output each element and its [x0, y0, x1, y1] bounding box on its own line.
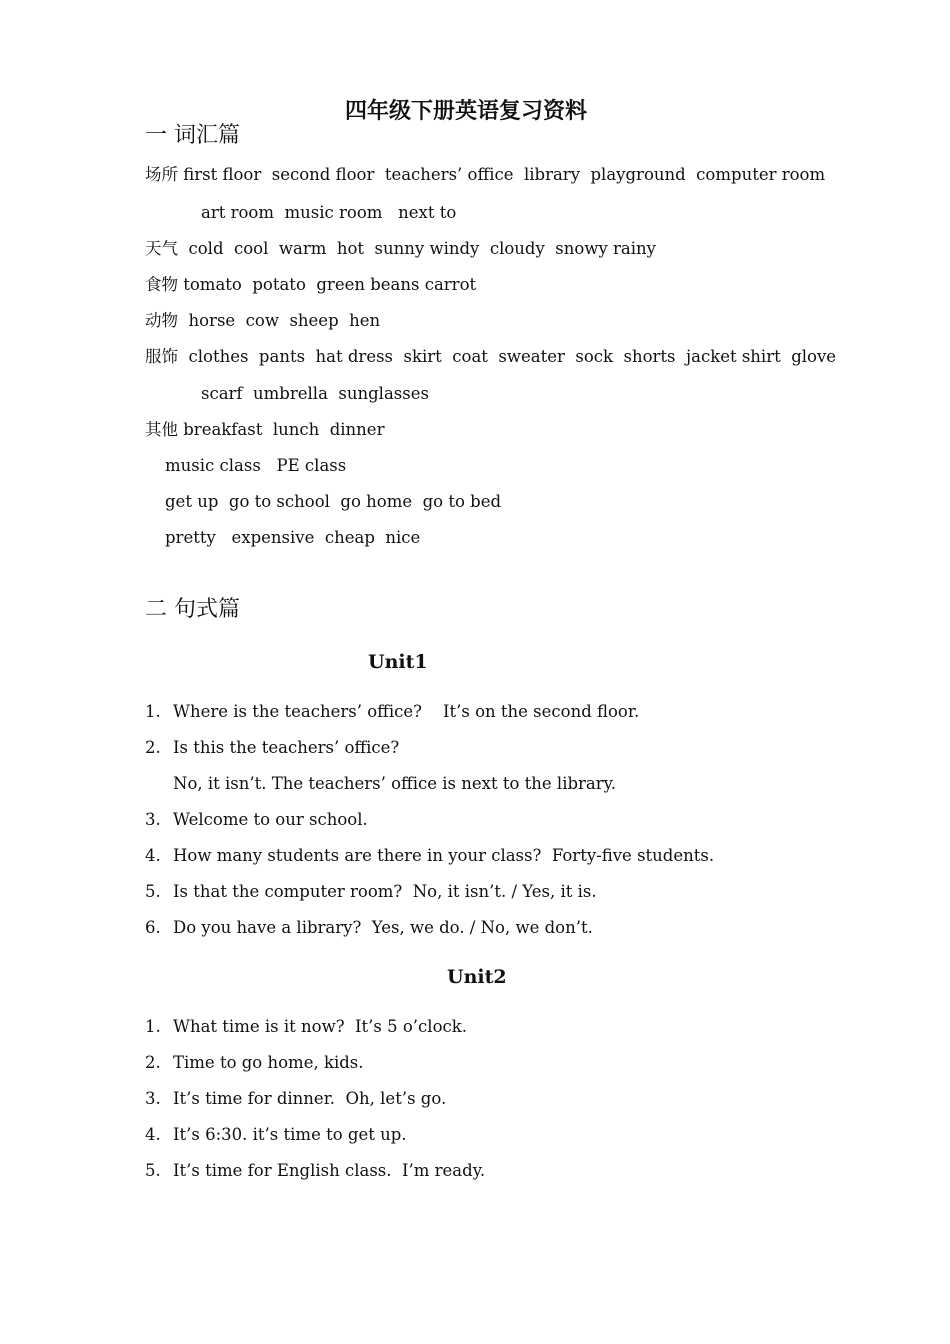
list-item: Time to go home, kids. [173, 1053, 364, 1072]
list-item: Do you have a library? Yes, we do. / No, we don’t. [173, 918, 593, 937]
list-item-number: 3. [145, 810, 161, 829]
vocab-line-food: 食物 tomato potato green beans carrot [145, 275, 477, 294]
vocab-line-animals: 动物 horse cow sheep hen [145, 311, 381, 330]
vocab-line-clothes: 服饰 clothes pants hat dress skirt coat sweater sock shorts jacket shirt glove [145, 347, 837, 366]
unit1-title: Unit1 [368, 651, 428, 673]
vocab-line-clothes-cont: scarf umbrella sunglasses [201, 384, 429, 403]
list-item-number: 4. [145, 1125, 161, 1144]
list-item: What time is it now? It’s 5 o’clock. [173, 1017, 467, 1036]
list-item-number: 5. [145, 1161, 161, 1180]
list-item: It’s time for English class. I’m ready. [173, 1161, 486, 1180]
list-item: Is that the computer room? No, it isn’t. / Yes, it is. [173, 882, 597, 901]
list-item-continuation: No, it isn’t. The teachers’ office is next to the library. [173, 774, 617, 793]
vocab-line-adjectives: pretty expensive cheap nice [165, 528, 421, 547]
unit2-title: Unit2 [447, 966, 507, 988]
vocab-line-classes: music class PE class [165, 456, 347, 475]
vocab-line-places-cont: art room music room next to [201, 203, 457, 222]
list-item: Is this the teachers’ office? [173, 738, 400, 757]
list-item: Where is the teachers’ office? It’s on the second floor. [173, 702, 640, 721]
vocab-line-places: 场所 first floor second floor teachers’ office library playground computer room [145, 165, 826, 184]
vocab-line-routine: get up go to school go home go to bed [165, 492, 502, 511]
list-item: How many students are there in your class? Forty-five students. [173, 846, 715, 865]
list-item-number: 6. [145, 918, 161, 937]
list-item-number: 2. [145, 738, 161, 757]
sentences-heading: 二 句式篇 [145, 597, 240, 622]
document-title: 四年级下册英语复习资料 [345, 98, 588, 124]
list-item-number: 3. [145, 1089, 161, 1108]
list-item: It’s time for dinner. Oh, let’s go. [173, 1089, 447, 1108]
list-item-number: 4. [145, 846, 161, 865]
list-item-number: 1. [145, 702, 161, 721]
list-item-number: 2. [145, 1053, 161, 1072]
list-item-number: 5. [145, 882, 161, 901]
list-item: It’s 6:30. it’s time to get up. [173, 1125, 407, 1144]
list-item: Welcome to our school. [173, 810, 368, 829]
vocab-heading: 一 词汇篇 [145, 123, 240, 148]
vocab-line-weather: 天气 cold cool warm hot sunny windy cloudy snowy rainy [145, 239, 656, 258]
vocab-line-other: 其他 breakfast lunch dinner [145, 420, 385, 439]
list-item-number: 1. [145, 1017, 161, 1036]
